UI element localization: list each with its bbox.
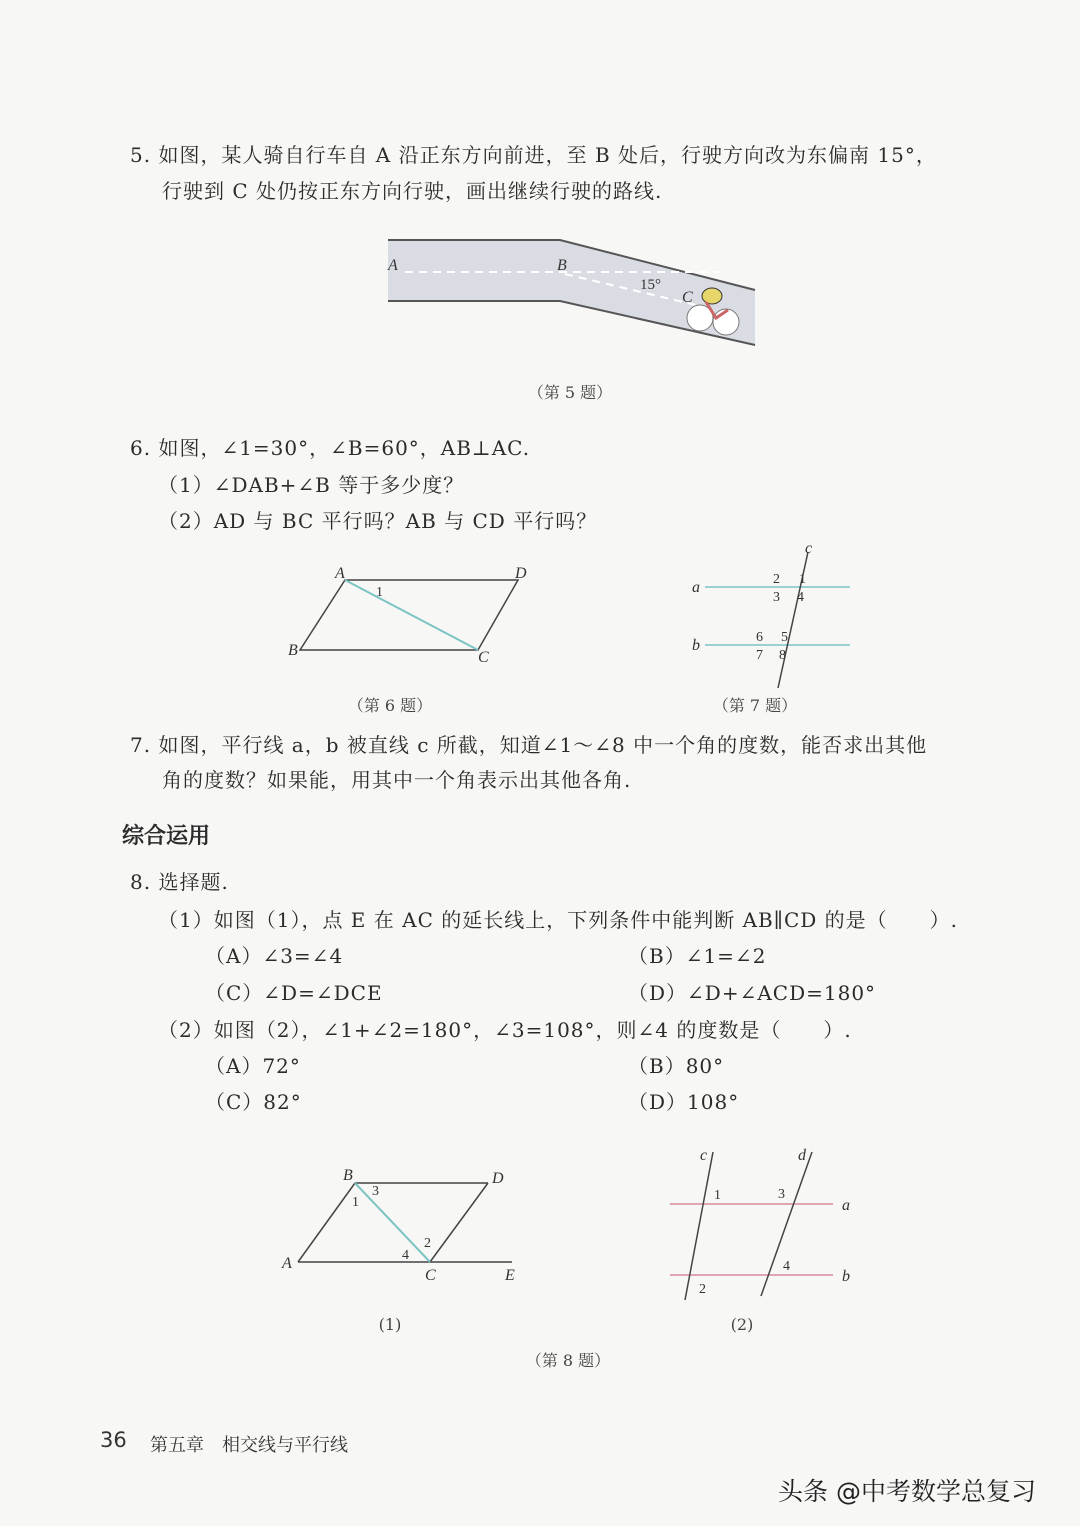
q6-sub1: （1）∠DAB+∠B 等于多少度？ <box>158 473 465 497</box>
fig8-2-caption: (2) <box>730 1315 754 1334</box>
fig7-angle-8: 8 <box>779 648 786 663</box>
fig8-1-label-E: E <box>505 1267 515 1284</box>
fig6-caption: （第 6 题） <box>347 696 433 715</box>
figure-6 <box>288 565 527 666</box>
q5-line2: 行驶到 C 处仍按正东方向行驶，画出继续行驶的路线. <box>162 179 663 203</box>
fig7-angle-6: 6 <box>756 630 763 645</box>
figure-8-1 <box>281 1167 515 1284</box>
fig8-1-angle-3: 3 <box>372 1184 379 1199</box>
q8-p1-option-b: （B）∠1=∠2 <box>628 944 767 968</box>
q8-p1-stem: （1）如图（1），点 E 在 AC 的延长线上，下列条件中能判断 AB∥CD 的是（ ）. <box>158 908 959 932</box>
fig8-2-angle-2: 2 <box>699 1282 706 1297</box>
fig6-label-B: B <box>288 642 298 659</box>
fig8-1-angle-2: 2 <box>424 1236 431 1251</box>
fig7-label-a: a <box>692 579 700 596</box>
fig8-1-label-C: C <box>425 1267 436 1284</box>
fig8-1-caption: (1) <box>378 1315 402 1334</box>
q8-p1-option-a: （A）∠3=∠4 <box>205 944 344 968</box>
fig8-1-label-B: B <box>343 1167 353 1184</box>
fig8-1-angle-4: 4 <box>402 1248 409 1263</box>
fig5-label-B: B <box>557 257 567 274</box>
fig7-angle-2: 2 <box>773 572 780 587</box>
fig6-label-D: D <box>515 565 527 582</box>
fig5-label-A: A <box>388 257 398 274</box>
fig8-1-label-A: A <box>282 1255 292 1272</box>
fig8-2-label-a: a <box>842 1197 850 1214</box>
chapter-title: 第五章 相交线与平行线 <box>150 1435 348 1456</box>
fig6-label-A: A <box>335 565 345 582</box>
fig7-caption: （第 7 题） <box>712 696 798 715</box>
fig7-label-b: b <box>692 637 700 654</box>
fig8-2-label-d: d <box>798 1147 806 1164</box>
fig8-2-label-c: c <box>700 1147 708 1164</box>
fig7-angle-3: 3 <box>773 590 780 605</box>
fig7-label-c: c <box>805 540 813 557</box>
fig8-2-label-b: b <box>842 1268 850 1285</box>
fig7-angle-7: 7 <box>756 648 763 663</box>
page-number: 36 <box>100 1428 127 1452</box>
figure-7 <box>692 540 850 688</box>
fig8-1-angle-1: 1 <box>352 1195 359 1210</box>
q7-line1: 7. 如图，平行线 a，b 被直线 c 所截，知道∠1～∠8 中一个角的度数，能否求出其他 <box>130 733 928 757</box>
q8-p2-option-a: （A）72° <box>205 1054 301 1078</box>
q8-p2-option-c: （C）82° <box>205 1090 302 1114</box>
watermark: 头条 @中考数学总复习 <box>778 1477 1036 1506</box>
fig7-angle-4: 4 <box>797 590 804 605</box>
fig5-angle-label: 15° <box>640 277 661 293</box>
figure-5-road <box>387 240 755 345</box>
q8-p2-stem: （2）如图（2），∠1+∠2=180°，∠3=108°，则∠4 的度数是（ ）. <box>158 1018 852 1042</box>
figure-8-2 <box>670 1147 850 1300</box>
q8-p2-option-d: （D）108° <box>628 1090 740 1114</box>
fig8-1-label-D: D <box>492 1170 504 1187</box>
fig8-caption: （第 8 题） <box>525 1351 611 1370</box>
fig6-angle-1: 1 <box>376 585 383 600</box>
q7-line2: 角的度数？如果能，用其中一个角表示出其他各角. <box>162 768 632 792</box>
q6-sub2: （2）AD 与 BC 平行吗？AB 与 CD 平行吗？ <box>158 509 598 533</box>
q8-p1-option-d: （D）∠D+∠ACD=180° <box>628 981 877 1005</box>
section-heading: 综合运用 <box>122 824 211 849</box>
fig8-2-angle-4: 4 <box>783 1259 790 1274</box>
q5-line1: 5. 如图，某人骑自行车自 A 沿正东方向前进，至 B 处后，行驶方向改为东偏南 15°， <box>130 143 937 167</box>
q6-line1: 6. 如图，∠1=30°，∠B=60°，AB⊥AC. <box>130 436 531 460</box>
fig6-label-C: C <box>478 649 489 666</box>
fig7-angle-1: 1 <box>799 572 806 587</box>
fig8-2-angle-1: 1 <box>714 1188 721 1203</box>
fig5-caption: （第 5 题） <box>527 383 613 402</box>
fig7-angle-5: 5 <box>781 630 788 645</box>
q8-p1-option-c: （C）∠D=∠DCE <box>205 981 383 1005</box>
q8-p2-option-b: （B）80° <box>628 1054 725 1078</box>
fig8-2-angle-3: 3 <box>778 1187 785 1202</box>
fig5-label-C: C <box>682 289 693 306</box>
q8-line1: 8. 选择题. <box>130 870 229 894</box>
